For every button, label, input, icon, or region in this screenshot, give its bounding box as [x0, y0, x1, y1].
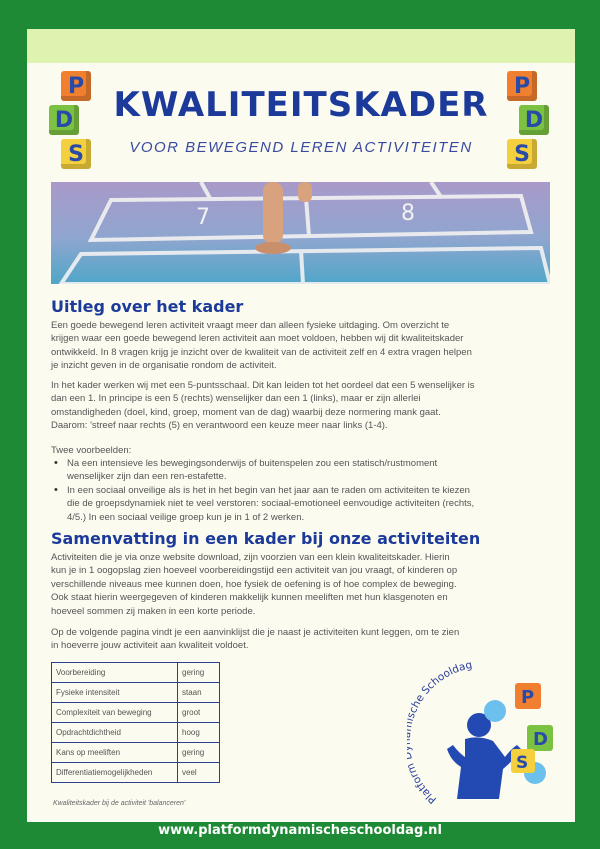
logo-block-s	[511, 749, 535, 773]
text-line: Activiteiten die je via onze website download, zijn voorzien van een klein kwaliteitskader. Hierin	[51, 552, 450, 563]
page-subtitle: VOOR BEWEGEND LEREN ACTIVITEITEN	[129, 139, 473, 156]
table-cell-label: Opdrachtdichtheid	[52, 723, 178, 743]
block-p: P	[507, 71, 537, 101]
svg-text:D: D	[533, 729, 548, 750]
svg-text:S: S	[516, 753, 529, 773]
table-caption: Kwaliteitskader bij de activiteit 'balanceren'	[53, 800, 186, 807]
text-line: • Na een intensieve les bewegingsonderwijs of buitenspelen zou een statisch/rustmoment	[67, 458, 438, 469]
text-line: omstandigheden (doel, kind, groep, moment van de dag) waarbij deze normering mank gaat.	[51, 406, 441, 418]
block-d: D	[519, 105, 549, 135]
table-cell-value: hoog	[178, 723, 220, 743]
table-row	[52, 703, 220, 723]
section1-paragraph-1	[51, 319, 551, 373]
section-heading-samenvatting: Samenvatting in een kader bij onze activiteiten	[51, 529, 481, 548]
footer-website-link[interactable]: www.platformdynamischeschooldag.nl	[158, 823, 442, 838]
table-cell-value: veel	[178, 763, 220, 783]
text-line: Een goede bewegend leren activiteit vraagt meer dan alleen fysieke uitdaging. Om overzicht te	[51, 320, 450, 331]
pds-logo	[407, 649, 577, 819]
logo-text: Platfor che Schooldag	[407, 658, 474, 806]
hopscotch-number-7: 7	[196, 205, 210, 230]
section-heading-uitleg: Uitleg over het kader	[51, 297, 244, 316]
text-line: In het kader werken wij met een 5-puntsschaal. Dit kan leiden tot het oordeel dat een 5 wenselijker is	[51, 380, 475, 391]
table-cell-value: staan	[178, 683, 220, 703]
text-line: wenselijker zijn dan een ren-estafette.	[67, 471, 227, 483]
table-cell-label: Fysieke intensiteit	[52, 683, 178, 703]
hopscotch-photo	[51, 182, 550, 284]
text-line: • In een sociaal onveilige als is het in het begin van het jaar aan te raden om activiteiten te kiezen	[67, 484, 470, 496]
text-line: Daarom: 'streef naar rechts (5) en verantwoord een keuze meer naar links (1-4).	[51, 420, 388, 432]
quality-table	[51, 662, 220, 783]
section2-paragraph-1	[51, 551, 551, 618]
table-row	[52, 683, 220, 703]
list-item	[51, 457, 551, 484]
table-cell-value: gering	[178, 663, 220, 683]
text-line: in hoeverre jouw activiteit aan kwaliteit voldoet.	[51, 640, 249, 652]
text-line: je inzicht geven in de organisatie rondom de activiteit.	[51, 360, 277, 372]
section1-paragraph-3: Twee voorbeelden:	[51, 445, 132, 456]
table-cell-value: groot	[178, 703, 220, 723]
block-s: S	[61, 139, 91, 169]
list-item	[51, 484, 551, 524]
table-row	[52, 763, 220, 783]
text-line: krijgen waar een goede bewegend leren activiteit aan moet voldoen, hebben wij dit kwaliteitskader	[51, 333, 464, 345]
text-line: die de groepsdynamiek niet te veel verstoren: sociaal-emotioneel eenvoudige activiteiten (rechts,	[67, 498, 475, 510]
section1-paragraph-2	[51, 379, 551, 433]
hopscotch-number-8: 8	[401, 201, 415, 226]
logo-block-d	[527, 725, 553, 751]
text-line: kun je in 1 oogopslag zien hoeveel voorbereidingstijd een activiteit van jou vraagt, of kinderen op	[51, 565, 458, 577]
text-line: 4/5.) In een sociaal veilige groep kun je in 1 of 2 werken.	[67, 511, 305, 523]
block-p: P	[61, 71, 91, 101]
block-s: S	[507, 139, 537, 169]
logo-block-p	[515, 683, 541, 709]
table-cell-value: gering	[178, 743, 220, 763]
table-cell-label: Kans op meeliften	[52, 743, 178, 763]
block-d: D	[49, 105, 79, 135]
table-cell-label: Voorbereiding	[52, 663, 178, 683]
table-row	[52, 723, 220, 743]
juggler-logo-graphic	[407, 649, 577, 819]
table-row	[52, 663, 220, 683]
text-line: ontwikkeld. In 8 vragen krijg je inzicht over de kwaliteit van de activiteit zelf en 4 extra vragen helpen	[51, 346, 472, 358]
page-title: KWALITEITSKADER	[113, 85, 489, 125]
examples-list	[51, 457, 551, 524]
hopscotch-illustration	[51, 182, 550, 284]
table-cell-label: Differentiatiemogelijkheden	[52, 763, 178, 783]
text-line: Ook staat hierin weergegeven of kinderen makkelijk kunnen meeliften met hun klasgenoten en	[51, 592, 448, 604]
table-row	[52, 743, 220, 763]
juggler-silhouette	[447, 713, 521, 799]
text-line: hoeveel sommen zij maken in een korte periode.	[51, 605, 256, 617]
top-banner	[27, 29, 575, 63]
table-cell-label: Complexiteit van beweging	[52, 703, 178, 723]
svg-text:P: P	[521, 687, 535, 708]
text-line: Op de volgende pagina vindt je een aanvinklijst die je naast je activiteiten kunt leggen, om te zien	[51, 627, 460, 638]
text-line: dan een 1. In principe is een 5 (rechts) wenselijker dan een 1 (links), maar er zijn allerlei	[51, 393, 421, 405]
ball-icon	[484, 700, 506, 722]
page-sheet	[27, 29, 575, 822]
text-line: verschillende niveaus mee kunnen doen, hoe fysiek de oefening is of hoe complex de beweging.	[51, 578, 457, 590]
